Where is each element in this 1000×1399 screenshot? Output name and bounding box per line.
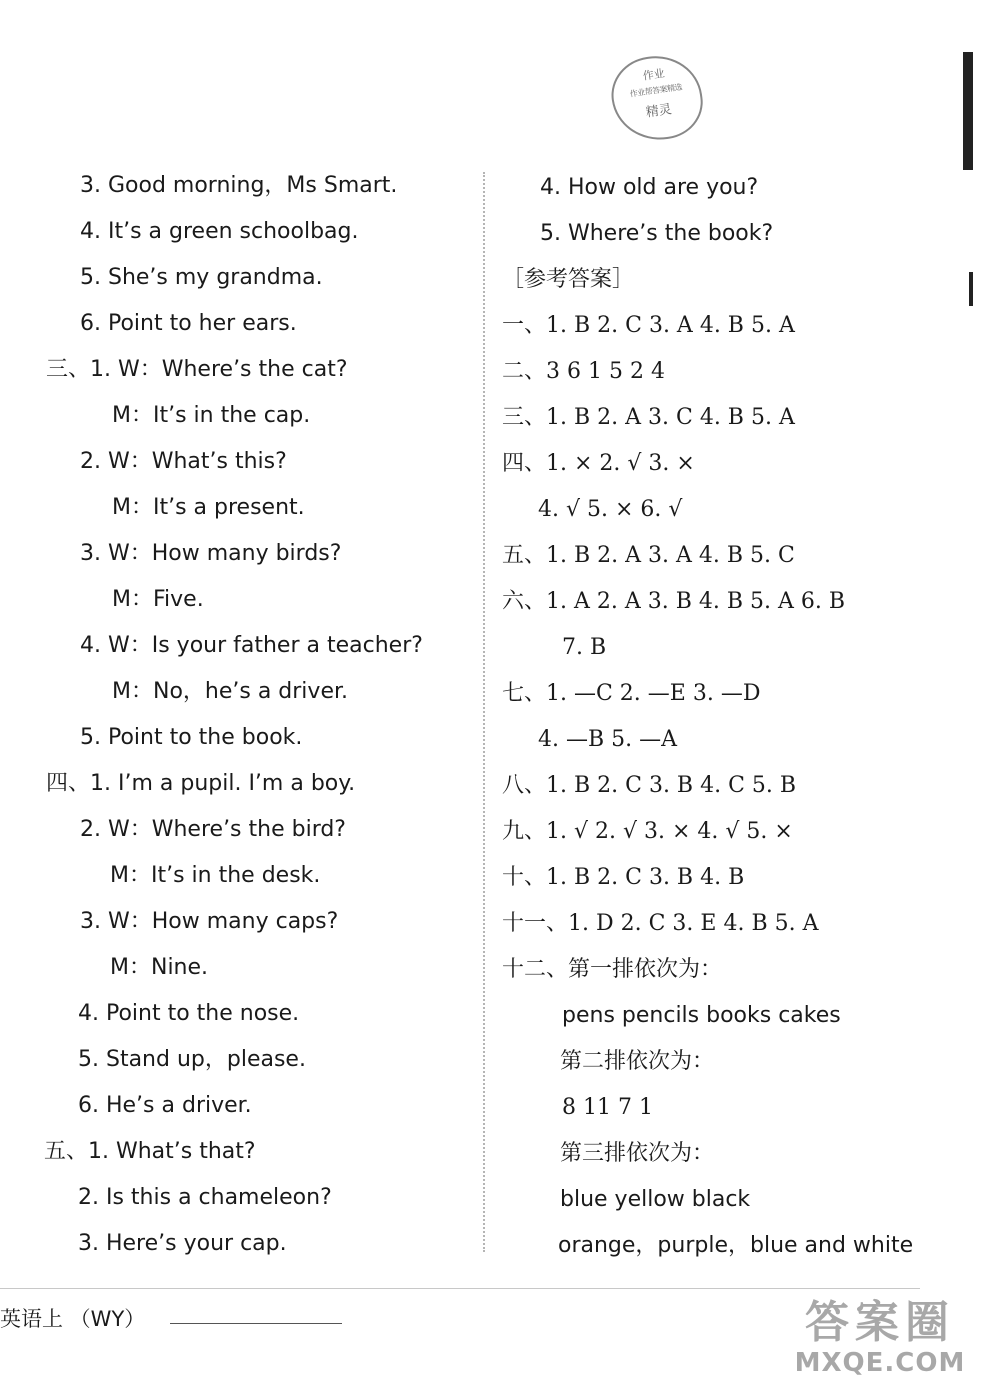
answer-line: 2. W：What’s this? — [80, 449, 287, 474]
scan-edge-mark — [969, 272, 973, 306]
watermark-logo — [768, 1298, 992, 1394]
answer-line: 4. W：Is your father a teacher? — [80, 633, 423, 658]
scan-edge-mark — [963, 52, 973, 170]
stamp-line-3: 精灵 — [644, 102, 673, 121]
answer-line: M：It’s in the cap. — [112, 403, 311, 428]
answer-line: 3. Good morning，Ms Smart. — [80, 173, 398, 198]
answer-line: 八、1. B 2. C 3. B 4. C 5. B — [502, 773, 797, 798]
reference-answers-heading: ［参考答案］ — [502, 267, 635, 292]
answer-line: M：It’s in the desk. — [110, 863, 321, 888]
answer-line: 第二排依次为： — [560, 1049, 715, 1074]
answer-line: 7. B — [562, 635, 607, 660]
answer-line: M：It’s a present. — [112, 495, 305, 520]
answer-line: 5. Where’s the book? — [540, 221, 774, 246]
answer-line: 三、1. B 2. A 3. C 4. B 5. A — [502, 405, 795, 430]
answer-line: 3. W：How many caps? — [80, 909, 339, 934]
answer-line: M：Five. — [112, 587, 204, 612]
answer-line: 3. Here’s your cap. — [78, 1231, 287, 1256]
answer-line: 十一、1. D 2. C 3. E 4. B 5. A — [502, 911, 819, 936]
answer-line: 九、1. √ 2. √ 3. × 4. √ 5. × — [502, 819, 793, 844]
answer-line: orange，purple，blue and white — [558, 1233, 914, 1258]
watermark-line-1: 答案圈 — [805, 1297, 955, 1348]
answer-line: 5. Point to the book. — [80, 725, 303, 750]
answer-line: 3. W：How many birds? — [80, 541, 342, 566]
answer-line: 五、1. What’s that? — [44, 1139, 256, 1164]
answer-line: 三、1. W：Where’s the cat? — [46, 357, 348, 382]
answer-line: 2. W：Where’s the bird? — [80, 817, 346, 842]
corner-stamp — [607, 50, 708, 146]
answer-line: M：Nine. — [110, 955, 209, 980]
answer-line: 五、1. B 2. A 3. A 4. B 5. C — [502, 543, 795, 568]
column-divider — [483, 172, 485, 1252]
stamp-line-2: 作业帮答案精选 — [629, 82, 683, 99]
answer-line: 2. Is this a chameleon? — [78, 1185, 332, 1210]
answer-line: 4. —B 5. —A — [538, 727, 678, 752]
answer-line: blue yellow black — [560, 1187, 751, 1212]
answer-line: 4. How old are you? — [540, 175, 759, 200]
answer-line: 二、3 6 1 5 2 4 — [502, 359, 665, 384]
answer-line: 第三排依次为： — [560, 1141, 715, 1166]
answer-line: 十二、第一排依次为： — [502, 957, 723, 982]
footer-rule — [0, 1288, 920, 1289]
footer-label: 英语上 （WY） — [0, 1307, 146, 1331]
answer-line: 6. He’s a driver. — [78, 1093, 252, 1118]
answer-line: 一、1. B 2. C 3. A 4. B 5. A — [502, 313, 795, 338]
answer-line: 5. She’s my grandma. — [80, 265, 323, 290]
answer-line: 四、1. I’m a pupil. I’m a boy. — [46, 771, 356, 796]
answer-line: 4. √ 5. × 6. √ — [538, 497, 683, 522]
answer-line: pens pencils books cakes — [562, 1003, 841, 1028]
answer-line: 4. It’s a green schoolbag. — [80, 219, 359, 244]
stamp-line-1: 作业 — [641, 66, 666, 83]
answer-line: 4. Point to the nose. — [78, 1001, 300, 1026]
watermark-line-2: MXQE.COM — [794, 1348, 966, 1378]
answer-line: 六、1. A 2. A 3. B 4. B 5. A 6. B — [502, 589, 846, 614]
answer-line: 七、1. —C 2. —E 3. —D — [502, 681, 761, 706]
footer-blank-line — [170, 1323, 342, 1324]
answer-line: 8 11 7 1 — [562, 1095, 653, 1120]
answer-line: 5. Stand up，please. — [78, 1047, 306, 1072]
answer-line: 6. Point to her ears. — [80, 311, 297, 336]
answer-line: M：No，he’s a driver. — [112, 679, 348, 704]
answer-line: 十、1. B 2. C 3. B 4. B — [502, 865, 745, 890]
answer-line: 四、1. × 2. √ 3. × — [502, 451, 695, 476]
